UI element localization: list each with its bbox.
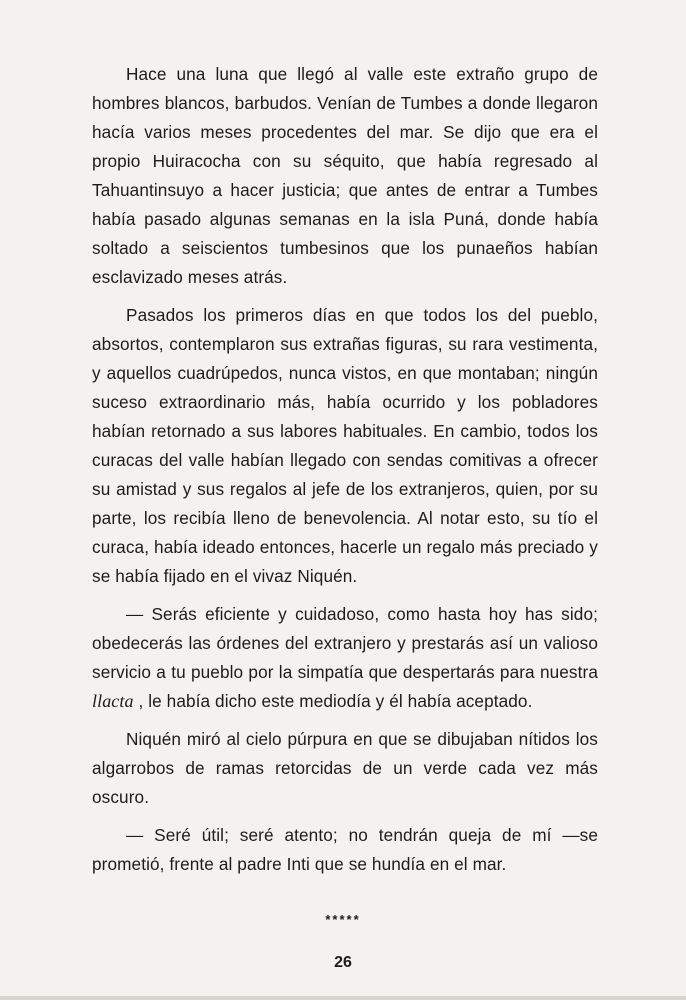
paragraph-3 <box>92 600 598 716</box>
section-separator: ***** <box>325 912 361 927</box>
body-text <box>92 60 598 888</box>
paragraph-5: — Seré útil; seré atento; no tendrán queja de mí —se prometió, frente al padre Inti que se hundía en el mar. <box>92 825 598 874</box>
italic-word-llacta: llacta <box>92 691 134 711</box>
page-bottom-edge <box>0 996 686 1000</box>
paragraph-2: Pasados los primeros días en que todos los del pueblo, absortos, contemplaron sus extrañas figuras, su rara vestimenta, y aquellos cuadrúpedos, nunca vistos, en que montaban; ningún suceso extraordinario más, había ocurrido y los pobladores habían retornado a sus labores habituales. En cambio, todos los curacas del valle habían llegado con sendas comitivas a ofrecer su amistad y sus regalos al jefe de los extranjeros, quien, por su parte, los recibía lleno de benevolencia. Al notar esto, su tío el curaca, había ideado entonces, hacerle un regalo más preciado y se había fijado en el vivaz Niquén. <box>92 305 598 586</box>
paragraph-1: Hace una luna que llegó al valle este extraño grupo de hombres blancos, barbudos. Venían de Tumbes a donde llegaron hacía varios meses procedentes del mar. Se dijo que era el propio Huiracocha con su séquito, que había regresado al Tahuantinsuyo a hacer justicia; que antes de entrar a Tumbes había pasado algunas semanas en la isla Puná, donde había soltado a seiscientos tumbesinos que los punaeños habían esclavizado meses atrás. <box>92 64 598 287</box>
page-number: 26 <box>334 954 352 971</box>
paragraph-3-text-after: , le había dicho este mediodía y él había aceptado. <box>133 691 533 711</box>
paragraph-3-text-before: — Serás eficiente y cuidadoso, como hasta hoy has sido; obedecerás las órdenes del extranjero y prestarás así un valioso servicio a tu pueblo por la simpatía que despertarás para nuestra <box>92 604 598 682</box>
paragraph-4: Niquén miró al cielo púrpura en que se dibujaban nítidos los algarrobos de ramas retorcidas de un verde cada vez más oscuro. <box>92 729 598 807</box>
